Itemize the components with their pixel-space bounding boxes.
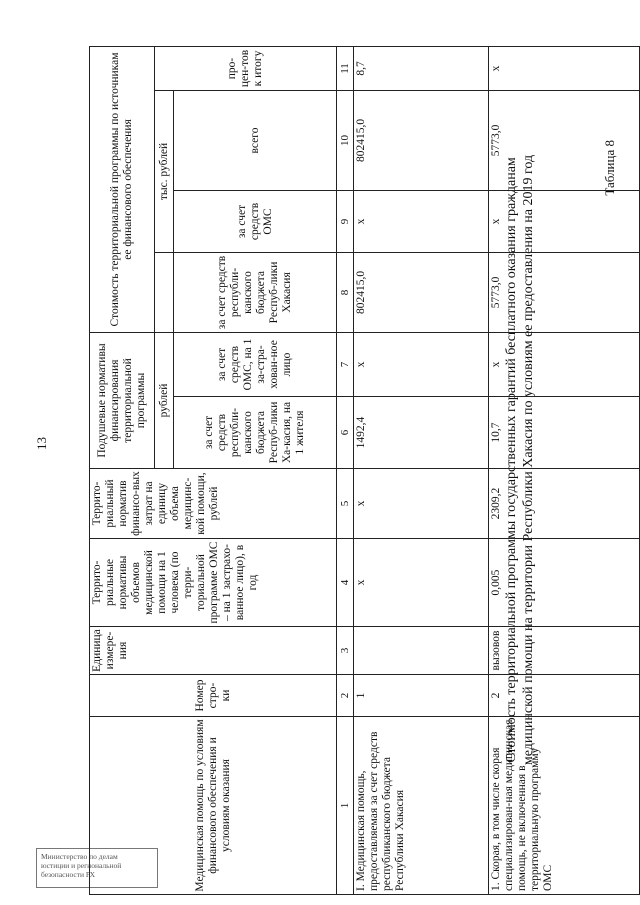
header-cost-norm: Террито-риальный норматив финансо-вых затрат на единицу объема медицинс-кой помощи, рублей (90, 469, 337, 539)
row-number: 1 (354, 675, 489, 717)
row-oms-total: х (354, 190, 489, 252)
row-name: 1. Скорая, в том числе скорая специализирован-ная медицинская помощь, не включенная в территориальную программу ОМС (489, 717, 640, 895)
header-care-type: Медицинская помощь по условиям финансового обеспечения и условиям оказания (90, 717, 337, 895)
row-number: 2 (489, 675, 640, 717)
row-oms-per-insured: х (354, 332, 489, 396)
row-unit (354, 627, 489, 675)
row-unit: вызовов (489, 627, 640, 675)
header-unit: Единица измере-ния (90, 627, 337, 675)
header-budget-total: за счет средств республи-канского бюджета Респуб-лики Хакасия (174, 252, 337, 332)
row-oms-per-insured: х (489, 332, 640, 396)
header-volume-norm: Террито-риальные нормативы объемов медицинской помощи на 1 человека (по терри-ториальной программе ОМС – на 1 застрахо-ванное лицо), в год (90, 539, 337, 627)
row-percent: 8,7 (354, 46, 489, 90)
header-unit-thousand: тыс. рублей (155, 90, 174, 252)
header-percent: про-цен-тов к итогу (155, 46, 337, 90)
column-number: 3 (337, 627, 354, 675)
column-number: 1 (337, 717, 354, 895)
header-row (90, 46, 155, 894)
page-number: 13 (34, 437, 49, 450)
row-cost-norm: х (354, 469, 489, 539)
row-total: 5773,0 (489, 90, 640, 190)
row-cost-norm: 2309,2 (489, 469, 640, 539)
header-oms-total: за счет средств ОМС (174, 190, 337, 252)
header-unit-rub: рублей (155, 332, 174, 468)
header-budget-per-capita: за счет средств республи-канского бюджета Респуб-лики Ха-касия, на 1 жителя (174, 397, 337, 469)
row-total: 802415,0 (354, 90, 489, 190)
table-label: Таблица 8 (602, 140, 617, 196)
row-budget-total: 5773,0 (489, 252, 640, 332)
header-cost-group: Стоимость территориальной программы по источникам ее финансового обеспечения (90, 46, 155, 332)
stamp-line: Министерство по делам (41, 852, 118, 861)
cost-table (89, 46, 640, 895)
title-line: Стоимость территориальной программы государственных гарантий бесплатного оказания гражданам (504, 157, 519, 763)
header-oms-per-insured: за счет средств ОМС, на 1 за-стра-хован-ное лицо (174, 332, 337, 396)
row-volume-norm: 0,005 (489, 539, 640, 627)
stamp-line: юстиции и региональной (41, 861, 122, 870)
title-line: медицинской помощи на территории Республики Хакасия по условиям ее предоставления на 2019 год (521, 154, 536, 766)
table-row (489, 46, 640, 894)
column-number: 8 (337, 252, 354, 332)
stamp-line: безопасности РХ (41, 870, 95, 879)
row-budget-per-capita: 1492,4 (354, 397, 489, 469)
header-per-capita-group: Подушевые нормативы финансирования территориальной программы (90, 332, 155, 468)
row-budget-total: 802415,0 (354, 252, 489, 332)
column-number: 11 (337, 46, 354, 90)
column-number: 10 (337, 90, 354, 190)
column-number: 7 (337, 332, 354, 396)
column-number: 2 (337, 675, 354, 717)
table-row (354, 46, 489, 894)
column-number-row (337, 46, 354, 894)
row-name: I. Медицинская помощь, предоставляемая за счет средств республиканского бюджета Республики Хакасия (354, 717, 489, 895)
column-number: 4 (337, 539, 354, 627)
header-unit-blank (155, 252, 174, 332)
row-percent: х (489, 46, 640, 90)
column-number: 9 (337, 190, 354, 252)
row-volume-norm: х (354, 539, 489, 627)
row-budget-per-capita: 10,7 (489, 397, 640, 469)
header-total: всего (174, 90, 337, 190)
row-oms-total: х (489, 190, 640, 252)
column-number: 5 (337, 469, 354, 539)
header-row-number: Номер стро-ки (90, 675, 337, 717)
column-number: 6 (337, 397, 354, 469)
